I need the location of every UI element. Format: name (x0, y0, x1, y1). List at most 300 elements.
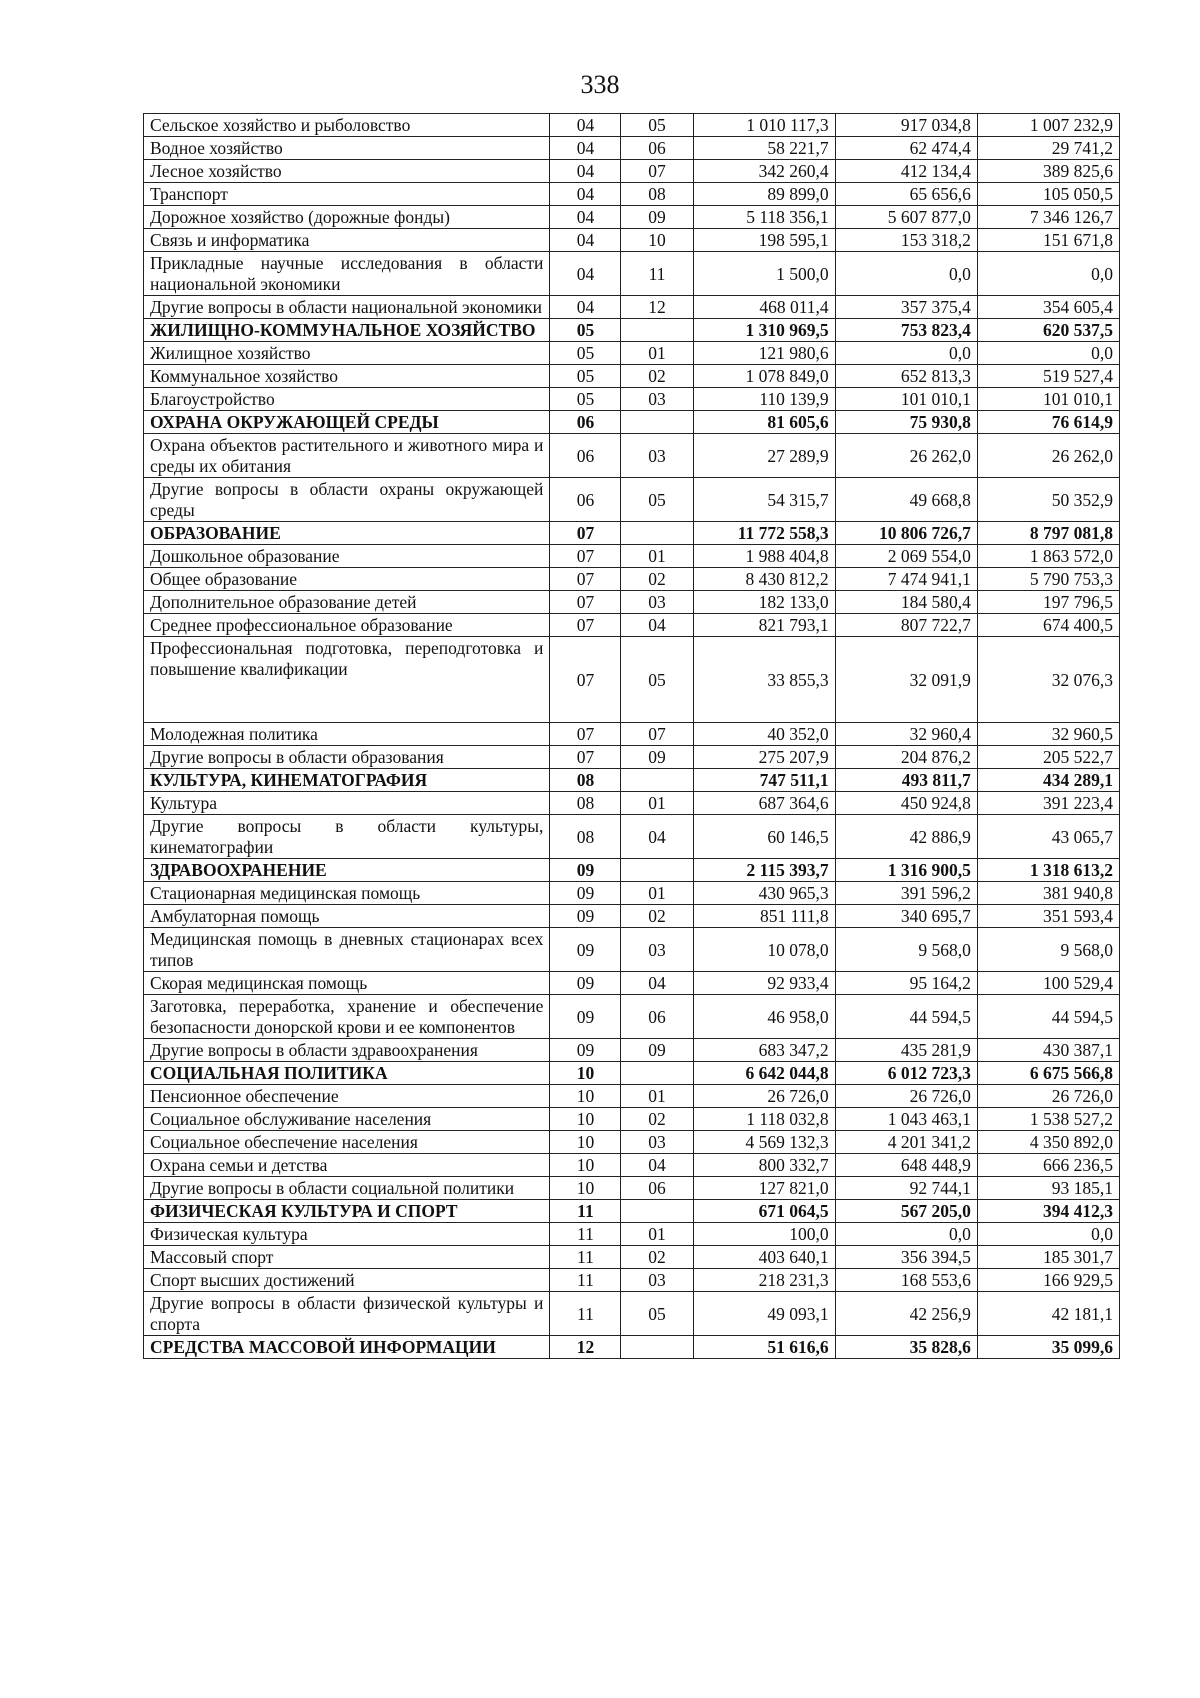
table-row (144, 746, 1120, 769)
subsection-code: 06 (621, 1177, 693, 1200)
table-row (144, 183, 1120, 206)
section-code: 04 (550, 160, 621, 183)
table-row (144, 882, 1120, 905)
value-col-1: 342 260,4 (693, 160, 835, 183)
row-name: Пенсионное обеспечение (144, 1085, 550, 1108)
value-col-1: 127 821,0 (693, 1177, 835, 1200)
value-col-1: 851 111,8 (693, 905, 835, 928)
subsection-code: 02 (621, 1246, 693, 1269)
row-name: Скорая медицинская помощь (144, 972, 550, 995)
table-row (144, 723, 1120, 746)
row-name: Другие вопросы в области образования (144, 746, 550, 769)
value-col-3: 100 529,4 (977, 972, 1119, 995)
section-code: 04 (550, 137, 621, 160)
value-col-1: 11 772 558,3 (693, 522, 835, 545)
subsection-code: 05 (621, 478, 693, 522)
section-code: 05 (550, 319, 621, 342)
value-col-2: 753 823,4 (835, 319, 977, 342)
section-code: 06 (550, 478, 621, 522)
value-col-3: 5 790 753,3 (977, 568, 1119, 591)
subsection-code: 03 (621, 434, 693, 478)
section-code: 06 (550, 411, 621, 434)
value-col-2: 35 828,6 (835, 1336, 977, 1359)
section-code: 09 (550, 859, 621, 882)
table-row (144, 1039, 1120, 1062)
value-col-3: 32 960,5 (977, 723, 1119, 746)
section-code: 06 (550, 434, 621, 478)
table-row (144, 388, 1120, 411)
subsection-code: 09 (621, 1039, 693, 1062)
section-code: 11 (550, 1200, 621, 1223)
subsection-code (621, 859, 693, 882)
table-row (144, 1131, 1120, 1154)
table-row (144, 434, 1120, 478)
value-col-1: 671 064,5 (693, 1200, 835, 1223)
value-col-3: 76 614,9 (977, 411, 1119, 434)
section-code: 10 (550, 1177, 621, 1200)
value-col-1: 687 364,6 (693, 792, 835, 815)
section-code: 09 (550, 882, 621, 905)
value-col-1: 49 093,1 (693, 1292, 835, 1336)
value-col-3: 26 726,0 (977, 1085, 1119, 1108)
row-name: Другие вопросы в области национальной экономики (144, 296, 550, 319)
section-code: 10 (550, 1085, 621, 1108)
subsection-code: 01 (621, 1223, 693, 1246)
value-col-1: 403 640,1 (693, 1246, 835, 1269)
value-col-1: 468 011,4 (693, 296, 835, 319)
value-col-2: 32 960,4 (835, 723, 977, 746)
section-code: 04 (550, 252, 621, 296)
value-col-2: 42 886,9 (835, 815, 977, 859)
value-col-2: 450 924,8 (835, 792, 977, 815)
section-code: 04 (550, 296, 621, 319)
table-row (144, 160, 1120, 183)
table-row (144, 637, 1120, 723)
value-col-2: 49 668,8 (835, 478, 977, 522)
value-col-3: 43 065,7 (977, 815, 1119, 859)
table-row (144, 1269, 1120, 1292)
section-code: 07 (550, 522, 621, 545)
table-row (144, 342, 1120, 365)
value-col-1: 60 146,5 (693, 815, 835, 859)
table-row (144, 972, 1120, 995)
value-col-1: 1 078 849,0 (693, 365, 835, 388)
table-row (144, 568, 1120, 591)
row-name: Стационарная медицинская помощь (144, 882, 550, 905)
subsection-code: 09 (621, 206, 693, 229)
value-col-2: 391 596,2 (835, 882, 977, 905)
value-col-1: 1 988 404,8 (693, 545, 835, 568)
value-col-3: 0,0 (977, 1223, 1119, 1246)
value-col-2: 101 010,1 (835, 388, 977, 411)
value-col-3: 0,0 (977, 252, 1119, 296)
value-col-2: 412 134,4 (835, 160, 977, 183)
subsection-code: 12 (621, 296, 693, 319)
value-col-3: 35 099,6 (977, 1336, 1119, 1359)
table-row (144, 137, 1120, 160)
row-name: Культура (144, 792, 550, 815)
value-col-2: 26 726,0 (835, 1085, 977, 1108)
section-code: 08 (550, 792, 621, 815)
section-code: 09 (550, 972, 621, 995)
table-row (144, 478, 1120, 522)
row-name: Социальное обслуживание населения (144, 1108, 550, 1131)
value-col-1: 89 899,0 (693, 183, 835, 206)
subsection-code: 03 (621, 928, 693, 972)
row-name: СОЦИАЛЬНАЯ ПОЛИТИКА (144, 1062, 550, 1085)
section-row (144, 411, 1120, 434)
subsection-code: 03 (621, 1131, 693, 1154)
value-col-2: 65 656,6 (835, 183, 977, 206)
subsection-code: 09 (621, 746, 693, 769)
value-col-3: 389 825,6 (977, 160, 1119, 183)
section-code: 04 (550, 206, 621, 229)
subsection-code: 06 (621, 137, 693, 160)
section-code: 11 (550, 1223, 621, 1246)
row-name: Другие вопросы в области культуры, кинематографии (144, 815, 550, 859)
value-col-3: 7 346 126,7 (977, 206, 1119, 229)
value-col-2: 917 034,8 (835, 114, 977, 137)
subsection-code: 01 (621, 342, 693, 365)
row-name: Транспорт (144, 183, 550, 206)
value-col-2: 340 695,7 (835, 905, 977, 928)
table-row (144, 206, 1120, 229)
value-col-3: 185 301,7 (977, 1246, 1119, 1269)
section-code: 09 (550, 995, 621, 1039)
value-col-3: 166 929,5 (977, 1269, 1119, 1292)
row-name: Дополнительное образование детей (144, 591, 550, 614)
value-col-3: 391 223,4 (977, 792, 1119, 815)
value-col-1: 747 511,1 (693, 769, 835, 792)
subsection-code: 04 (621, 614, 693, 637)
row-name: Благоустройство (144, 388, 550, 411)
subsection-code: 05 (621, 1292, 693, 1336)
row-name: Заготовка, переработка, хранение и обеспечение безопасности донорской крови и ее компонентов (144, 995, 550, 1039)
subsection-code: 07 (621, 723, 693, 746)
value-col-3: 8 797 081,8 (977, 522, 1119, 545)
row-name: Профессиональная подготовка, переподготовка и повышение квалификации (144, 637, 550, 723)
section-code: 05 (550, 365, 621, 388)
section-code: 10 (550, 1108, 621, 1131)
row-name: Лесное хозяйство (144, 160, 550, 183)
row-name: Охрана объектов растительного и животного мира и среды их обитания (144, 434, 550, 478)
table-row (144, 252, 1120, 296)
row-name: Молодежная политика (144, 723, 550, 746)
row-name: Другие вопросы в области физической культуры и спорта (144, 1292, 550, 1336)
row-name: СРЕДСТВА МАССОВОЙ ИНФОРМАЦИИ (144, 1336, 550, 1359)
subsection-code: 02 (621, 905, 693, 928)
value-col-2: 6 012 723,3 (835, 1062, 977, 1085)
subsection-code: 02 (621, 365, 693, 388)
value-col-1: 821 793,1 (693, 614, 835, 637)
row-name: ФИЗИЧЕСКАЯ КУЛЬТУРА И СПОРТ (144, 1200, 550, 1223)
value-col-1: 26 726,0 (693, 1085, 835, 1108)
subsection-code: 03 (621, 591, 693, 614)
value-col-2: 2 069 554,0 (835, 545, 977, 568)
value-col-1: 54 315,7 (693, 478, 835, 522)
subsection-code: 06 (621, 995, 693, 1039)
row-name: Массовый спорт (144, 1246, 550, 1269)
subsection-code: 08 (621, 183, 693, 206)
row-name: Прикладные научные исследования в области национальной экономики (144, 252, 550, 296)
row-name: Спорт высших достижений (144, 1269, 550, 1292)
table-row (144, 545, 1120, 568)
subsection-code: 04 (621, 1154, 693, 1177)
value-col-2: 648 448,9 (835, 1154, 977, 1177)
value-col-1: 4 569 132,3 (693, 1131, 835, 1154)
section-code: 07 (550, 637, 621, 723)
row-name: Другие вопросы в области охраны окружающей среды (144, 478, 550, 522)
value-col-2: 567 205,0 (835, 1200, 977, 1223)
table-row (144, 792, 1120, 815)
value-col-1: 1 010 117,3 (693, 114, 835, 137)
row-name: Коммунальное хозяйство (144, 365, 550, 388)
subsection-code: 05 (621, 114, 693, 137)
subsection-code (621, 522, 693, 545)
value-col-1: 5 118 356,1 (693, 206, 835, 229)
row-name: ОХРАНА ОКРУЖАЮЩЕЙ СРЕДЫ (144, 411, 550, 434)
section-code: 04 (550, 229, 621, 252)
table-row (144, 591, 1120, 614)
section-code: 04 (550, 183, 621, 206)
value-col-2: 62 474,4 (835, 137, 977, 160)
value-col-3: 430 387,1 (977, 1039, 1119, 1062)
value-col-2: 357 375,4 (835, 296, 977, 319)
table-row (144, 1292, 1120, 1336)
section-row (144, 522, 1120, 545)
value-col-3: 354 605,4 (977, 296, 1119, 319)
value-col-2: 10 806 726,7 (835, 522, 977, 545)
value-col-1: 33 855,3 (693, 637, 835, 723)
subsection-code (621, 1200, 693, 1223)
section-code: 05 (550, 342, 621, 365)
subsection-code: 10 (621, 229, 693, 252)
value-col-1: 800 332,7 (693, 1154, 835, 1177)
value-col-2: 95 164,2 (835, 972, 977, 995)
page-number: 338 (580, 70, 620, 99)
row-name: Связь и информатика (144, 229, 550, 252)
value-col-1: 121 980,6 (693, 342, 835, 365)
subsection-code (621, 411, 693, 434)
subsection-code (621, 1062, 693, 1085)
value-col-3: 1 007 232,9 (977, 114, 1119, 137)
value-col-2: 153 318,2 (835, 229, 977, 252)
value-col-1: 58 221,7 (693, 137, 835, 160)
value-col-2: 1 316 900,5 (835, 859, 977, 882)
row-name: Дорожное хозяйство (дорожные фонды) (144, 206, 550, 229)
value-col-3: 674 400,5 (977, 614, 1119, 637)
value-col-3: 105 050,5 (977, 183, 1119, 206)
row-name: Амбулаторная помощь (144, 905, 550, 928)
row-name: Медицинская помощь в дневных стационарах всех типов (144, 928, 550, 972)
section-code: 11 (550, 1246, 621, 1269)
section-code: 07 (550, 746, 621, 769)
row-name: Жилищное хозяйство (144, 342, 550, 365)
row-name: Другие вопросы в области социальной политики (144, 1177, 550, 1200)
subsection-code: 05 (621, 637, 693, 723)
section-code: 09 (550, 1039, 621, 1062)
value-col-2: 652 813,3 (835, 365, 977, 388)
value-col-3: 1 318 613,2 (977, 859, 1119, 882)
row-name: КУЛЬТУРА, КИНЕМАТОГРАФИЯ (144, 769, 550, 792)
value-col-3: 197 796,5 (977, 591, 1119, 614)
row-name: Дошкольное образование (144, 545, 550, 568)
value-col-3: 0,0 (977, 342, 1119, 365)
value-col-2: 9 568,0 (835, 928, 977, 972)
row-name: Общее образование (144, 568, 550, 591)
row-name: Водное хозяйство (144, 137, 550, 160)
section-code: 08 (550, 815, 621, 859)
subsection-code: 04 (621, 972, 693, 995)
value-col-3: 519 527,4 (977, 365, 1119, 388)
value-col-3: 9 568,0 (977, 928, 1119, 972)
value-col-1: 218 231,3 (693, 1269, 835, 1292)
value-col-3: 1 863 572,0 (977, 545, 1119, 568)
table-row (144, 114, 1120, 137)
value-col-2: 0,0 (835, 1223, 977, 1246)
section-code: 11 (550, 1292, 621, 1336)
value-col-3: 351 593,4 (977, 905, 1119, 928)
section-code: 07 (550, 723, 621, 746)
value-col-1: 100,0 (693, 1223, 835, 1246)
value-col-3: 101 010,1 (977, 388, 1119, 411)
value-col-1: 1 310 969,5 (693, 319, 835, 342)
value-col-3: 29 741,2 (977, 137, 1119, 160)
subsection-code: 03 (621, 1269, 693, 1292)
value-col-2: 44 594,5 (835, 995, 977, 1039)
subsection-code: 01 (621, 792, 693, 815)
value-col-1: 6 642 044,8 (693, 1062, 835, 1085)
value-col-3: 434 289,1 (977, 769, 1119, 792)
value-col-2: 168 553,6 (835, 1269, 977, 1292)
row-name: Социальное обеспечение населения (144, 1131, 550, 1154)
section-code: 09 (550, 905, 621, 928)
value-col-1: 198 595,1 (693, 229, 835, 252)
value-col-2: 7 474 941,1 (835, 568, 977, 591)
value-col-3: 32 076,3 (977, 637, 1119, 723)
section-code: 10 (550, 1131, 621, 1154)
subsection-code (621, 1336, 693, 1359)
value-col-2: 26 262,0 (835, 434, 977, 478)
table-row (144, 229, 1120, 252)
value-col-2: 0,0 (835, 342, 977, 365)
subsection-code (621, 769, 693, 792)
subsection-code: 11 (621, 252, 693, 296)
table-row (144, 365, 1120, 388)
value-col-2: 5 607 877,0 (835, 206, 977, 229)
value-col-2: 356 394,5 (835, 1246, 977, 1269)
row-name: Среднее профессиональное образование (144, 614, 550, 637)
value-col-1: 2 115 393,7 (693, 859, 835, 882)
budget-table (143, 113, 1120, 1359)
value-col-1: 92 933,4 (693, 972, 835, 995)
value-col-3: 50 352,9 (977, 478, 1119, 522)
table-row (144, 1177, 1120, 1200)
subsection-code: 03 (621, 388, 693, 411)
subsection-code: 02 (621, 1108, 693, 1131)
value-col-2: 204 876,2 (835, 746, 977, 769)
row-name: Другие вопросы в области здравоохранения (144, 1039, 550, 1062)
row-name: Охрана семьи и детства (144, 1154, 550, 1177)
section-row (144, 769, 1120, 792)
section-code: 10 (550, 1062, 621, 1085)
value-col-1: 51 616,6 (693, 1336, 835, 1359)
table-row (144, 1085, 1120, 1108)
section-code: 12 (550, 1336, 621, 1359)
value-col-2: 435 281,9 (835, 1039, 977, 1062)
value-col-2: 92 744,1 (835, 1177, 977, 1200)
value-col-3: 1 538 527,2 (977, 1108, 1119, 1131)
table-row (144, 1223, 1120, 1246)
row-name: ЖИЛИЩНО-КОММУНАЛЬНОЕ ХОЗЯЙСТВО (144, 319, 550, 342)
value-col-3: 4 350 892,0 (977, 1131, 1119, 1154)
section-row (144, 1336, 1120, 1359)
value-col-3: 381 940,8 (977, 882, 1119, 905)
value-col-1: 1 118 032,8 (693, 1108, 835, 1131)
value-col-1: 10 078,0 (693, 928, 835, 972)
value-col-1: 110 139,9 (693, 388, 835, 411)
value-col-2: 1 043 463,1 (835, 1108, 977, 1131)
row-name: ЗДРАВООХРАНЕНИЕ (144, 859, 550, 882)
section-row (144, 319, 1120, 342)
value-col-3: 666 236,5 (977, 1154, 1119, 1177)
table-row (144, 815, 1120, 859)
row-name: Сельское хозяйство и рыболовство (144, 114, 550, 137)
table-row (144, 1154, 1120, 1177)
section-row (144, 1200, 1120, 1223)
value-col-1: 81 605,6 (693, 411, 835, 434)
value-col-1: 182 133,0 (693, 591, 835, 614)
section-code: 09 (550, 928, 621, 972)
value-col-3: 6 675 566,8 (977, 1062, 1119, 1085)
value-col-2: 75 930,8 (835, 411, 977, 434)
value-col-3: 44 594,5 (977, 995, 1119, 1039)
subsection-code: 02 (621, 568, 693, 591)
section-row (144, 859, 1120, 882)
value-col-1: 46 958,0 (693, 995, 835, 1039)
table-row (144, 1246, 1120, 1269)
value-col-1: 683 347,2 (693, 1039, 835, 1062)
section-code: 08 (550, 769, 621, 792)
value-col-3: 26 262,0 (977, 434, 1119, 478)
value-col-1: 8 430 812,2 (693, 568, 835, 591)
value-col-2: 42 256,9 (835, 1292, 977, 1336)
table-row (144, 614, 1120, 637)
row-name: Физическая культура (144, 1223, 550, 1246)
subsection-code: 01 (621, 882, 693, 905)
value-col-1: 1 500,0 (693, 252, 835, 296)
section-code: 07 (550, 568, 621, 591)
value-col-1: 27 289,9 (693, 434, 835, 478)
value-col-3: 151 671,8 (977, 229, 1119, 252)
section-code: 07 (550, 591, 621, 614)
section-code: 07 (550, 614, 621, 637)
value-col-2: 493 811,7 (835, 769, 977, 792)
subsection-code: 01 (621, 1085, 693, 1108)
value-col-1: 40 352,0 (693, 723, 835, 746)
value-col-2: 184 580,4 (835, 591, 977, 614)
value-col-2: 32 091,9 (835, 637, 977, 723)
subsection-code: 04 (621, 815, 693, 859)
value-col-2: 0,0 (835, 252, 977, 296)
value-col-3: 205 522,7 (977, 746, 1119, 769)
budget-table-body (144, 114, 1120, 1359)
table-row (144, 905, 1120, 928)
section-code: 07 (550, 545, 621, 568)
section-code: 05 (550, 388, 621, 411)
section-row (144, 1062, 1120, 1085)
value-col-1: 430 965,3 (693, 882, 835, 905)
